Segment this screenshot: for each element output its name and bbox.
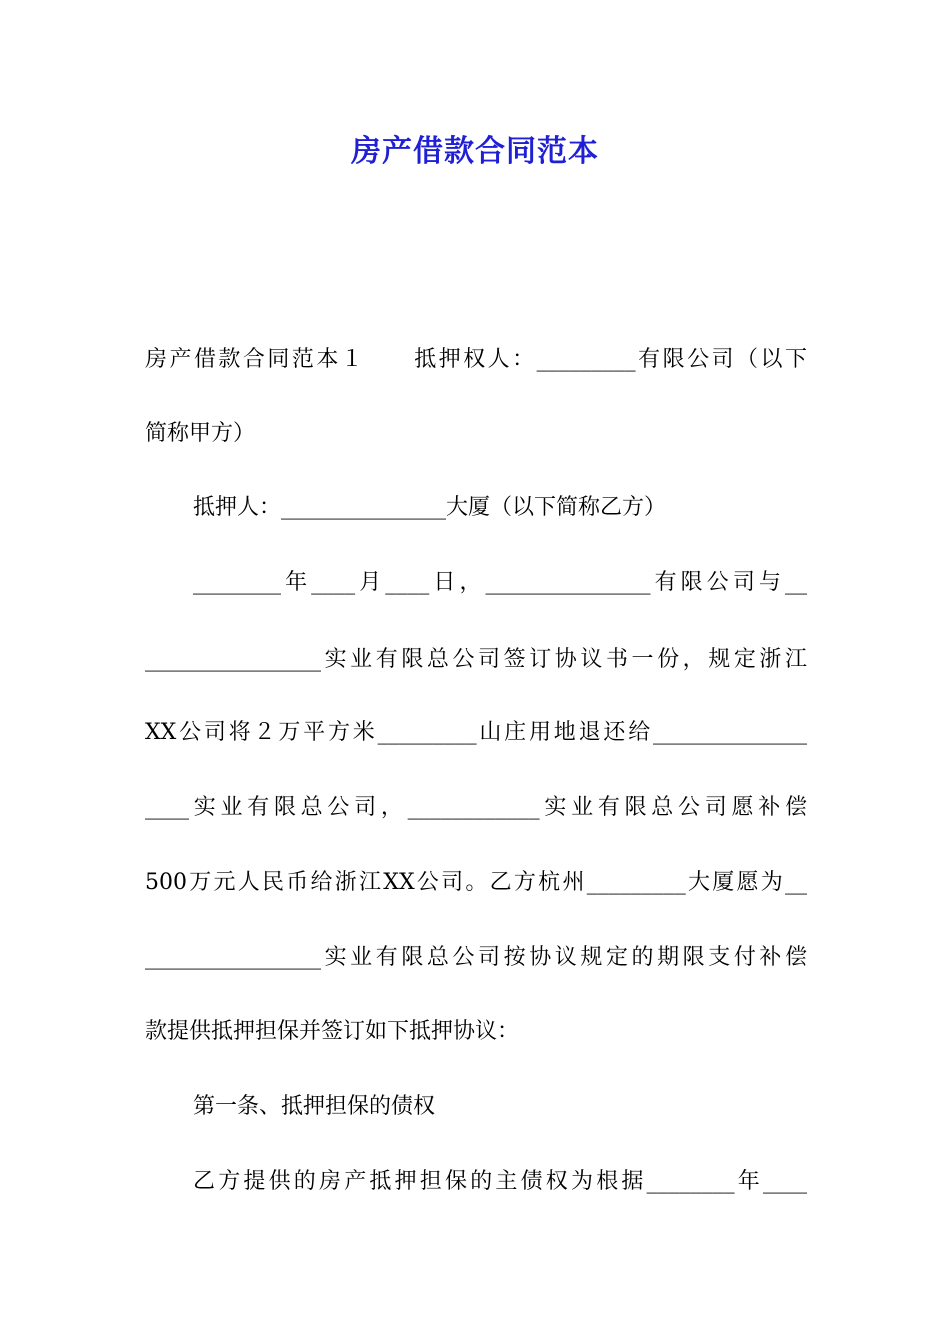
paragraph-line: ____实业有限总公司，____________实业有限总公司愿补偿 <box>145 795 807 820</box>
paragraph-line: 抵押人：_______________大厦（以下简称乙方） <box>193 495 667 520</box>
document-title: 房产借款合同范本 <box>351 134 599 169</box>
paragraph-line: 乙方提供的房产抵押担保的主债权为根据________年____ <box>193 1169 807 1194</box>
paragraph-line: ________年____月____日，_______________有限公司与__ <box>193 570 807 595</box>
paragraph-line: ________________实业有限总公司签订协议书一份，规定浙江 <box>145 647 807 672</box>
paragraph-line: XX公司将２万平方米_________山庄用地退还给______________ <box>145 720 807 745</box>
paragraph-line: ________________实业有限总公司按协议规定的期限支付补偿 <box>145 945 807 970</box>
paragraph-line: 款提供抵押担保并签订如下抵押协议： <box>145 1019 520 1044</box>
paragraph-line: 房产借款合同范本１ 抵押权人：_________有限公司（以下 <box>145 347 807 372</box>
section-heading: 第一条、抵押担保的债权 <box>193 1094 436 1119</box>
paragraph-line: 简称甲方） <box>145 421 256 446</box>
paragraph-line: 500万元人民币给浙江XX公司。乙方杭州_________大厦愿为__ <box>145 870 807 895</box>
